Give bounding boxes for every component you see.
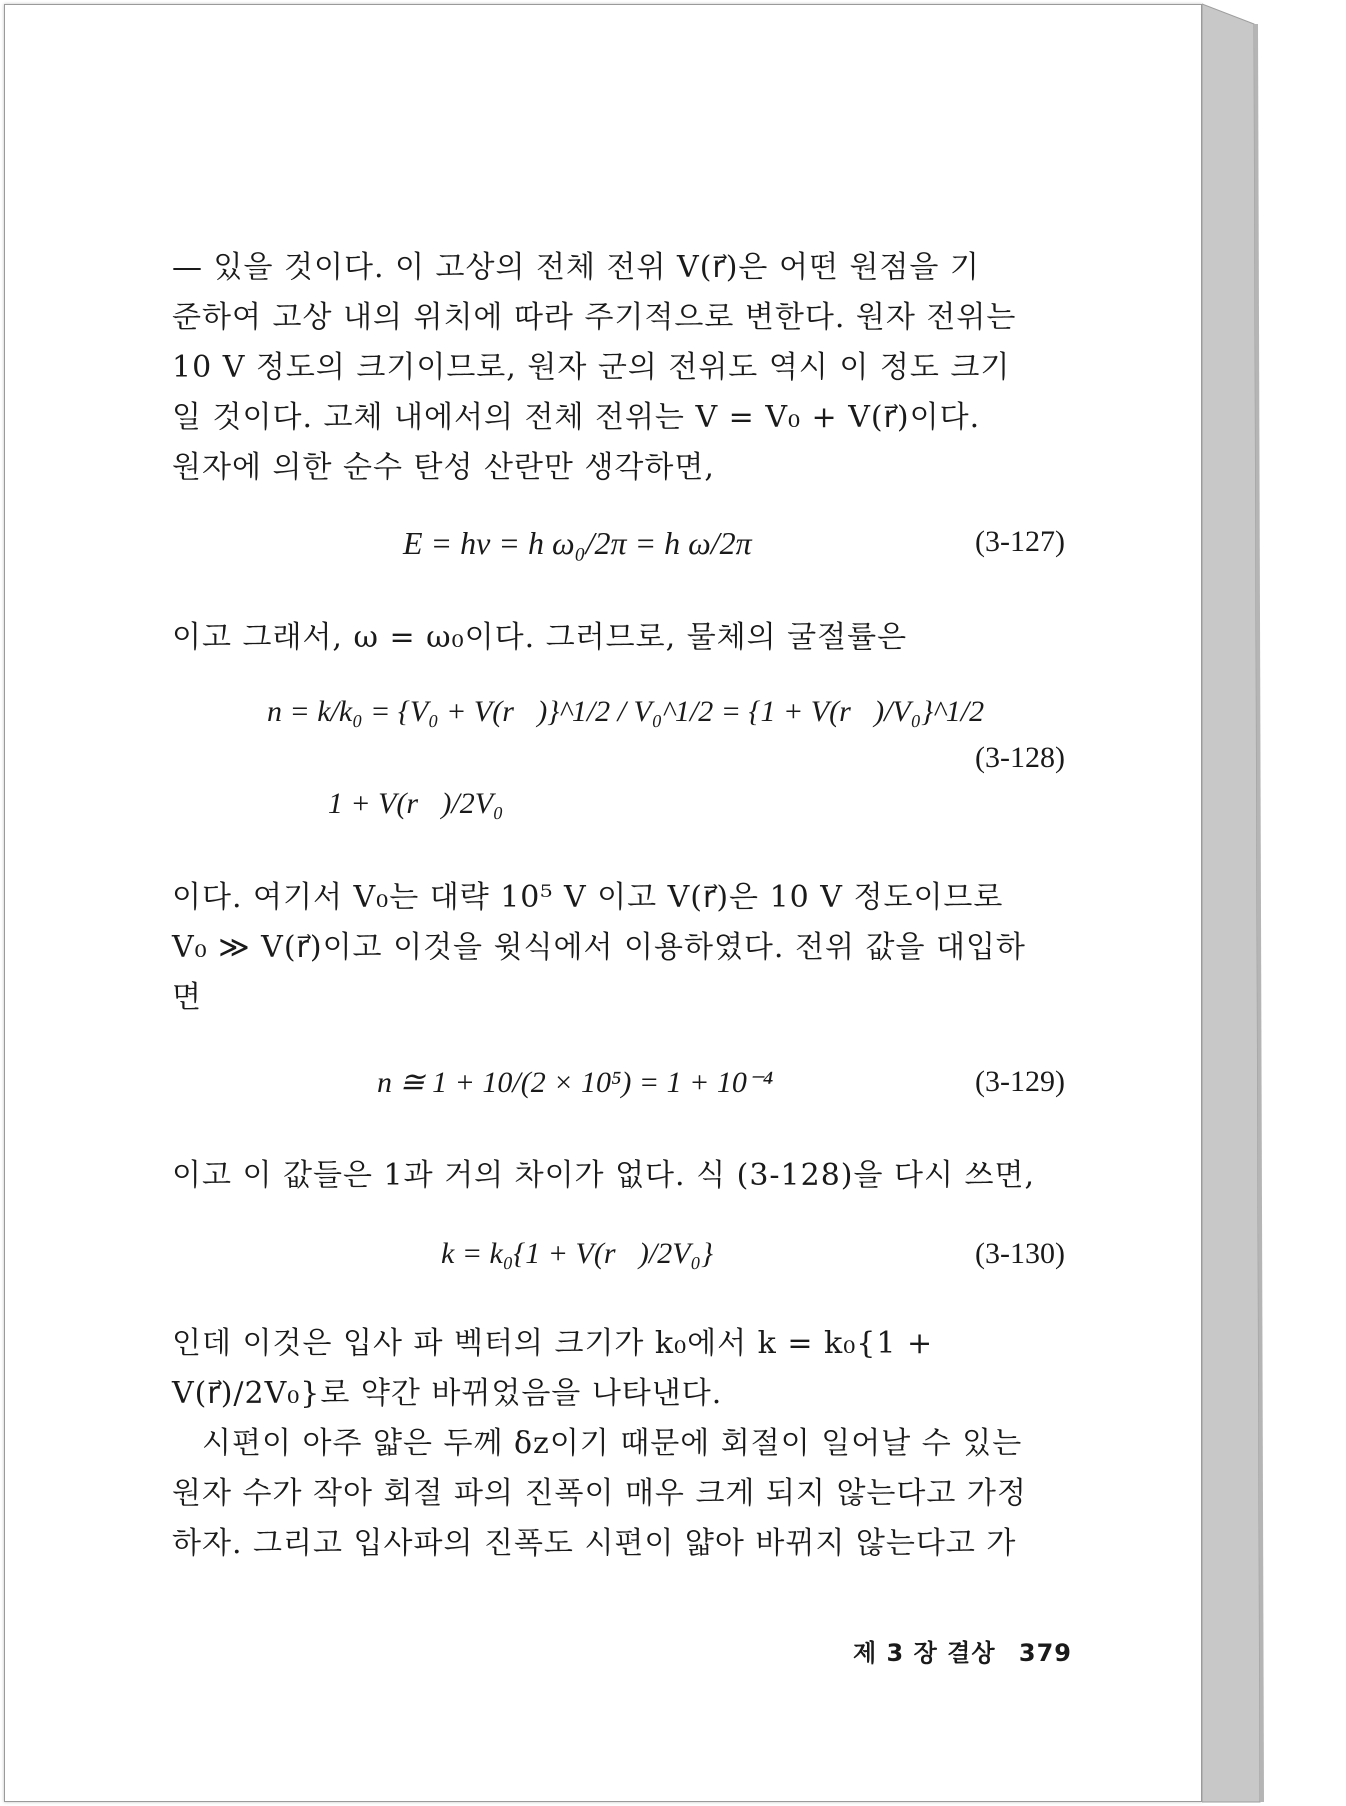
text-line bbox=[172, 1519, 1077, 1569]
text-line-content: V₀ ≫ V(r⃗)이고 이것을 윗식에서 이용하였다. 전위 값을 대입하 bbox=[172, 930, 1026, 965]
equation-number: (3-130) bbox=[975, 1237, 1065, 1270]
text-line-content: 원자 수가 작아 회절 파의 진폭이 매우 크게 되지 않는다고 가정 bbox=[172, 1476, 1027, 1511]
text-line-content: 이다. 여기서 V₀는 대략 10⁵ V 이고 V(r⃗)은 10 V 정도이므로 bbox=[172, 880, 1004, 915]
text-line bbox=[172, 1419, 1077, 1469]
page-footer bbox=[853, 1633, 1072, 1668]
text-line-content: 면 bbox=[172, 980, 202, 1015]
text-line-content: 시편이 아주 얇은 두께 δz이기 때문에 회절이 일어날 수 있는 bbox=[202, 1426, 1023, 1461]
paragraph-2 bbox=[172, 613, 1077, 663]
text-line bbox=[172, 1369, 1077, 1419]
text-line bbox=[172, 613, 1077, 663]
text-line-content: V(r⃗)/2V₀}로 약간 바뀌었음을 나타낸다. bbox=[172, 1376, 723, 1411]
page-number: 379 bbox=[1018, 1639, 1072, 1667]
text-line-content: 이고 이 값들은 1과 거의 차이가 없다. 식 (3-128)을 다시 쓰면, bbox=[172, 1158, 1036, 1193]
paragraph-4 bbox=[172, 1151, 1077, 1201]
text-line bbox=[172, 973, 1077, 1023]
equation-expression: k = k₀{1 + V(r⃗)/2V₀} bbox=[441, 1237, 713, 1270]
paragraph-1 bbox=[172, 243, 1077, 493]
equation-expression: E = hν = h ω₀/2π = h ω/2π bbox=[403, 525, 752, 561]
text-line bbox=[172, 343, 1077, 393]
equation-line-2: ≅ 1 + V(r⃗)/2V₀ bbox=[297, 787, 504, 820]
text-line-content: 이고 그래서, ω = ω₀이다. 그러므로, 물체의 굴절률은 bbox=[172, 620, 908, 655]
text-line bbox=[172, 1151, 1077, 1201]
text-line-content: 준하여 고상 내의 위치에 따라 주기적으로 변한다. 원자 전위는 bbox=[172, 300, 1017, 335]
equation-number: (3-129) bbox=[975, 1065, 1065, 1098]
equation-number: (3-128) bbox=[975, 741, 1065, 774]
text-line bbox=[172, 293, 1077, 343]
text-line bbox=[172, 1469, 1077, 1519]
text-line-content: 일 것이다. 고체 내에서의 전체 전위는 V = V₀ + V(r⃗)이다. bbox=[172, 400, 981, 435]
text-line bbox=[172, 243, 1077, 293]
book-page bbox=[4, 4, 1202, 1802]
text-line-content: — 있을 것이다. 이 고상의 전체 전위 V(r⃗)은 어떤 원점을 기 bbox=[172, 250, 980, 285]
equation-number: (3-127) bbox=[975, 525, 1065, 558]
equation-3-128 bbox=[5, 695, 1201, 855]
book-spine bbox=[1202, 0, 1342, 1806]
text-line-content: 10 V 정도의 크기이므로, 원자 군의 전위도 역시 이 정도 크기 bbox=[172, 350, 1011, 385]
text-line-content: 원자에 의한 순수 탄성 산란만 생각하면, bbox=[172, 450, 715, 485]
equation-line-1: n = k/k₀ = {V₀ + V(r⃗)}^1/2 / V₀^1/2 = {1 + V(r⃗)/V₀}^1/2 bbox=[267, 695, 985, 728]
text-line-content: 인데 이것은 입사 파 벡터의 크기가 k₀에서 k = k₀{1 + bbox=[172, 1326, 934, 1361]
text-line-content: 하자. 그리고 입사파의 진폭도 시편이 얇아 바뀌지 않는다고 가 bbox=[172, 1526, 1017, 1561]
paragraph-3 bbox=[172, 873, 1077, 1023]
chapter-label: 제 3 장 결상 bbox=[853, 1639, 996, 1667]
paragraph-6 bbox=[172, 1419, 1077, 1569]
text-line bbox=[172, 393, 1077, 443]
text-line bbox=[172, 1319, 1077, 1369]
text-line bbox=[172, 923, 1077, 973]
text-line bbox=[172, 873, 1077, 923]
paragraph-5 bbox=[172, 1319, 1077, 1419]
text-line bbox=[172, 443, 1077, 493]
equation-expression: n ≅ 1 + 10/(2 × 10⁵) = 1 + 10⁻⁴ bbox=[377, 1066, 774, 1099]
